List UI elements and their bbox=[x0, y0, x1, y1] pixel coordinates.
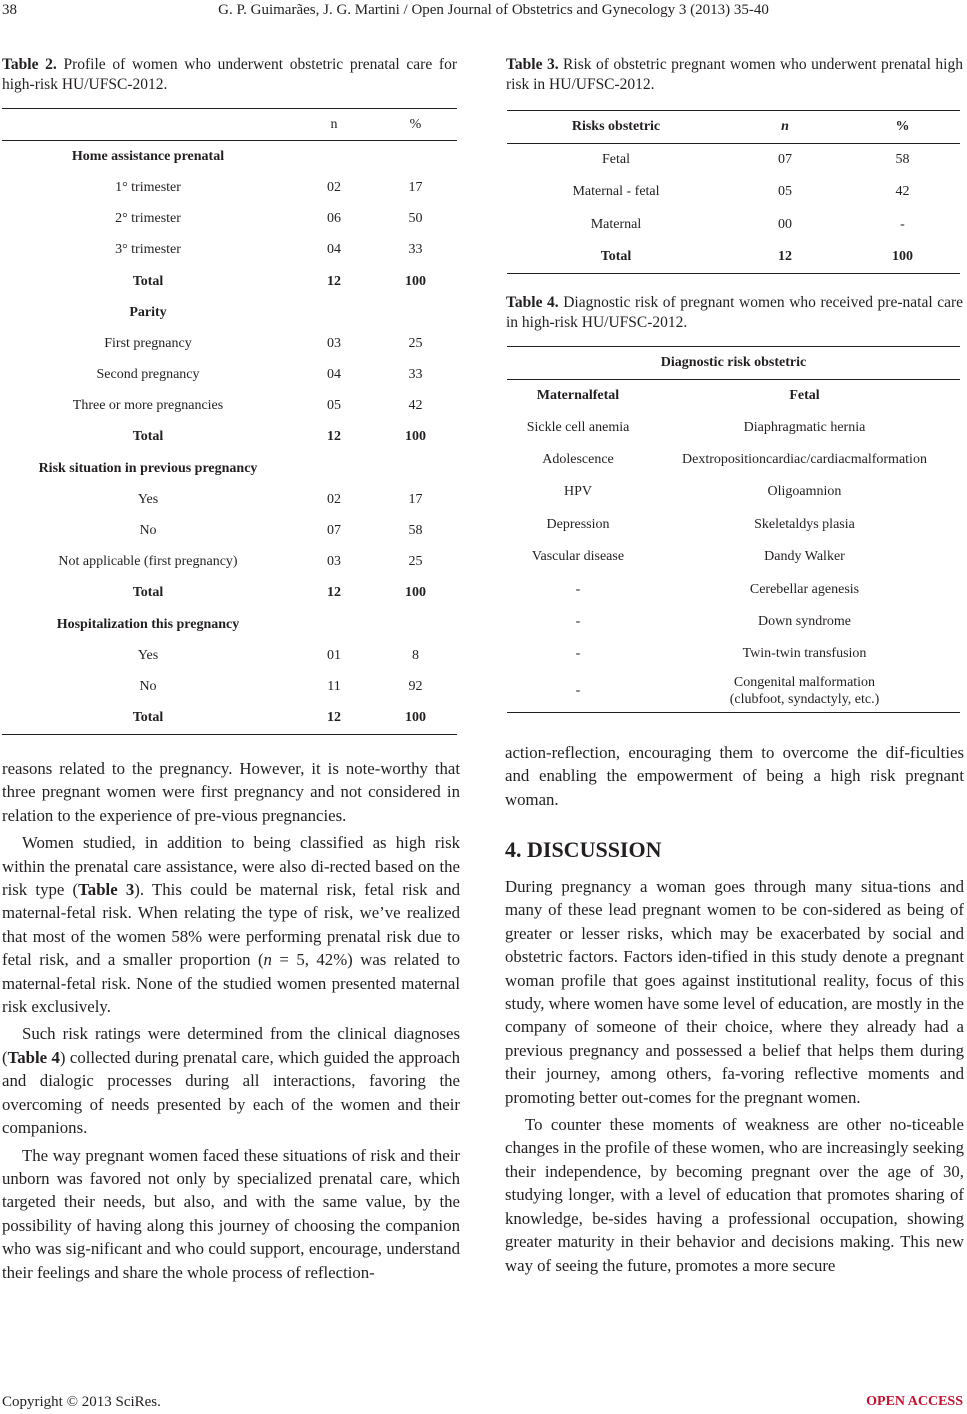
table-row bbox=[507, 176, 960, 209]
table3-header-pct: % bbox=[845, 111, 960, 144]
table3-header-risk: Risks obstetric bbox=[507, 111, 725, 144]
fetal-cell: Diaphragmatic hernia bbox=[743, 419, 866, 435]
row-label: Not applicable (first pregnancy) bbox=[58, 554, 238, 570]
table-row bbox=[507, 638, 960, 670]
row-n: 07 bbox=[778, 152, 792, 167]
fetal-cell: Cerebellar agenesis bbox=[749, 581, 860, 597]
table-row bbox=[507, 573, 960, 605]
table4-label: Table 4. bbox=[506, 294, 559, 311]
table3-caption-text: Risk of obstetric pregnant women who underwent prenatal high risk in HU/UFSC-2012. bbox=[506, 56, 963, 93]
table-row bbox=[507, 144, 960, 177]
fetal-cell: Oligoamnion bbox=[767, 484, 842, 500]
section-heading-discussion: 4. DISCUSSION bbox=[505, 837, 662, 862]
maternal-cell: - bbox=[575, 646, 581, 662]
table-row bbox=[2, 204, 457, 235]
table4-caption-text: Diagnostic risk of pregnant women who received pre-natal care in high-risk HU/UFSC-2012. bbox=[506, 294, 963, 331]
left-p2-n: n bbox=[263, 950, 272, 970]
row-label: 2° trimester bbox=[115, 211, 181, 227]
table-row bbox=[2, 515, 457, 546]
row-pct: 100 bbox=[845, 241, 960, 274]
left-p3-part-b: ) collected during prenatal care, which guided the approach and dialogic processes during all interactions, favoring the overcoming of needs presented by each of the women and their companions. bbox=[2, 1047, 461, 1138]
right-paragraph-2: During pregnancy a woman goes through many situa-tions and many of these lead pregnant women to be con-sidered as being of greater or lesser risks, which may be exacerbated by social and obstetric factors. Factors iden-tified in this study denote a pregnant woman profile that goes against institutional reality, focus of this study, where women have some level of education, are mostly in the company of someone of their choice, where they already had a previous pregnancy and possessed a belief that helps them during their journey, among others, fa-voring reflective moments and promoting better out-comes for the pregnant women. bbox=[505, 877, 964, 1107]
row-n: 05 bbox=[327, 398, 341, 414]
row-n: 01 bbox=[327, 647, 341, 663]
fetal-cell: Dandy Walker bbox=[764, 549, 845, 565]
row-label: Risk situation in previous pregnancy bbox=[38, 460, 258, 476]
page-header bbox=[0, 0, 967, 26]
maternal-cell: Vascular disease bbox=[531, 549, 625, 565]
row-n: 04 bbox=[327, 367, 341, 383]
table3-header-n bbox=[725, 111, 845, 144]
row-n: 03 bbox=[327, 554, 341, 570]
table4-header-maternal: Maternalfetal bbox=[536, 387, 620, 403]
row-pct bbox=[374, 609, 457, 640]
fetal-cell: Down syndrome bbox=[758, 614, 851, 630]
row-pct: 100 bbox=[405, 585, 426, 601]
table2-header-blank bbox=[2, 109, 294, 141]
right-paragraph-3: To counter these moments of weakness are other no-ticeable changes in the profile of these women, who are increasingly seeking their independence, by becoming pregnant over the age of 30, studying longer, with a level of education that promotes sharing of knowledge, be-sides having a professional occupation, showing greater maturity in their behavior and decisions making. This new way of seeing the future, promotes a more secure bbox=[505, 1115, 965, 1275]
table-row bbox=[507, 476, 960, 508]
table3-header-row bbox=[507, 111, 960, 144]
right-paragraph-1: action-reflection, encouraging them to overcome the dif-ficulties and enabling the empowerment of being a high risk pregnant woman. bbox=[505, 743, 964, 809]
fetal-line-2: (clubfoot, syndactyly, etc.) bbox=[729, 692, 880, 708]
row-pct: 25 bbox=[408, 554, 423, 570]
table-row bbox=[2, 484, 457, 515]
fetal-cell: Twin-twin transfusion bbox=[742, 646, 867, 662]
row-label: Maternal - fetal bbox=[572, 184, 660, 200]
running-title: G. P. Guimarães, J. G. Martini / Open Journal of Obstetrics and Gynecology 3 (2013) 35-40 bbox=[218, 2, 769, 18]
left-paragraph-3 bbox=[2, 1022, 460, 1139]
row-label: 1° trimester bbox=[115, 179, 181, 195]
row-label: Maternal bbox=[590, 216, 642, 232]
table-row bbox=[507, 209, 960, 242]
table-row bbox=[507, 671, 960, 713]
left-p2-part-c: = 5, 42%) was related to maternal-fetal risk. None of the studied women presented maternal risk exclusively. bbox=[2, 950, 460, 1017]
table2 bbox=[2, 108, 457, 735]
maternal-cell: - bbox=[575, 581, 581, 597]
table4-caption bbox=[506, 293, 963, 333]
row-pct: - bbox=[900, 216, 905, 232]
row-label: 3° trimester bbox=[115, 242, 181, 258]
table4-header-fetal: Fetal bbox=[789, 387, 820, 403]
row-n: 06 bbox=[327, 211, 341, 227]
row-n: 05 bbox=[778, 184, 792, 200]
row-label: Total bbox=[2, 703, 294, 735]
row-pct: 17 bbox=[408, 179, 423, 195]
row-pct: 92 bbox=[408, 678, 423, 694]
table-row bbox=[2, 297, 457, 328]
row-label: Total bbox=[132, 273, 164, 289]
table-row bbox=[2, 703, 457, 735]
table4 bbox=[507, 346, 960, 713]
table-row bbox=[2, 360, 457, 391]
left-p2-part-a: Women studied, in addition to being classified as high risk within the prenatal care assistance, were also di-rected based on the risk type ( bbox=[2, 833, 460, 900]
row-label: Second pregnancy bbox=[96, 367, 200, 383]
open-access-label: OPEN ACCESS bbox=[866, 1394, 963, 1409]
row-label: Home assistance prenatal bbox=[71, 148, 225, 164]
row-label: No bbox=[139, 678, 157, 694]
fetal-cell: Skeletaldys plasia bbox=[754, 516, 855, 532]
maternal-cell: Sickle cell anemia bbox=[526, 419, 630, 435]
table-row bbox=[507, 509, 960, 541]
table-row bbox=[507, 444, 960, 476]
table-row bbox=[2, 640, 457, 671]
table-row bbox=[2, 578, 457, 609]
row-label: Parity bbox=[129, 304, 167, 320]
row-pct bbox=[374, 297, 457, 328]
row-n bbox=[294, 453, 374, 484]
table3-reference-link[interactable]: Table 3 bbox=[78, 880, 135, 900]
fetal-line-1: Congenital malformation bbox=[733, 675, 876, 691]
table2-caption-text: Profile of women who underwent obstetric prenatal care for high-risk HU/UFSC-2012. bbox=[2, 56, 457, 93]
row-pct: 100 bbox=[405, 273, 426, 289]
maternal-cell: HPV bbox=[563, 484, 592, 500]
row-n: 02 bbox=[327, 491, 341, 507]
row-label: Hospitalization this pregnancy bbox=[56, 616, 240, 632]
table-row bbox=[507, 412, 960, 444]
left-p2-part-b: ). This could be maternal risk, fetal risk and maternal-fetal risk. When relating the type of risk, we’ve realized that most of the women 58% were performing prenatal risk due to fetal risk, and a smaller proportion ( bbox=[2, 880, 461, 970]
row-pct: 58 bbox=[895, 152, 910, 167]
row-pct: 25 bbox=[408, 335, 423, 351]
table-row bbox=[2, 235, 457, 266]
maternal-cell: Depression bbox=[546, 516, 610, 532]
table-row bbox=[507, 241, 960, 274]
table-row bbox=[2, 391, 457, 422]
table2-label: Table 2. bbox=[2, 56, 57, 73]
table-row bbox=[2, 609, 457, 640]
row-n: 07 bbox=[327, 523, 341, 539]
right-column-text bbox=[505, 875, 964, 1277]
fetal-cell: Dextropositioncardiac/cardiacmalformation bbox=[682, 452, 927, 468]
copyright-notice: Copyright © 2013 SciRes. bbox=[2, 1394, 161, 1410]
table3-header-n-text: n bbox=[781, 119, 789, 134]
table4-title: Diagnostic risk obstetric bbox=[507, 347, 960, 380]
row-n bbox=[294, 609, 374, 640]
row-label: No bbox=[139, 523, 157, 539]
row-pct: 33 bbox=[408, 367, 423, 383]
left-p3-part-a: Such risk ratings were determined from the clinical diagnoses ( bbox=[2, 1024, 460, 1067]
row-n: 03 bbox=[327, 335, 341, 351]
row-pct: 42 bbox=[895, 184, 910, 200]
table2-header-row bbox=[2, 109, 457, 141]
table4-header-row bbox=[507, 380, 960, 412]
row-label: First pregnancy bbox=[104, 335, 192, 351]
table2-header-n: n bbox=[294, 109, 374, 141]
table-row bbox=[2, 266, 457, 297]
row-pct: 8 bbox=[412, 647, 419, 663]
table4-reference-link[interactable]: Table 4 bbox=[7, 1047, 60, 1067]
table-row bbox=[2, 671, 457, 702]
table-row bbox=[2, 547, 457, 578]
table-row bbox=[2, 172, 457, 203]
row-label: Three or more pregnancies bbox=[72, 398, 224, 414]
row-n: 12 bbox=[327, 273, 341, 289]
table3 bbox=[507, 110, 960, 274]
left-paragraph-2 bbox=[2, 831, 460, 1018]
row-n: 12 bbox=[725, 241, 845, 274]
table-row bbox=[2, 422, 457, 453]
left-paragraph-1: reasons related to the pregnancy. However, it is note-worthy that three pregnant women were first pregnancy and not considered in relation to the experience of pre-vious pregnancies. bbox=[2, 759, 460, 825]
table-row bbox=[507, 541, 960, 573]
row-n: 12 bbox=[327, 585, 341, 601]
left-paragraph-4: The way pregnant women faced these situations of risk and their unborn was favored not only by specialized prenatal care, which targeted their needs, but also, and with the same value, by the possibility of having along this journey of choosing the companion who was sig-nificant and who could support, encourage, understand their feelings and share the whole process of reflection- bbox=[2, 1145, 460, 1282]
row-label: Yes bbox=[137, 491, 159, 507]
maternal-cell: - bbox=[507, 671, 649, 713]
maternal-cell: - bbox=[575, 614, 581, 630]
row-pct: 50 bbox=[408, 211, 423, 227]
row-n: 12 bbox=[327, 429, 341, 445]
table2-caption bbox=[2, 55, 457, 95]
table-row bbox=[507, 606, 960, 638]
row-n: 11 bbox=[327, 678, 341, 694]
table3-label: Table 3. bbox=[506, 56, 559, 73]
left-column-text bbox=[2, 757, 460, 1284]
table4-title-row bbox=[507, 347, 960, 380]
row-label: Total bbox=[132, 585, 164, 601]
row-label: Fetal bbox=[602, 152, 630, 167]
table2-header-pct: % bbox=[374, 109, 457, 141]
right-column-text-top bbox=[505, 741, 964, 811]
row-pct bbox=[374, 141, 457, 173]
fetal-cell bbox=[649, 671, 960, 713]
row-n: 02 bbox=[327, 179, 341, 195]
page-number: 38 bbox=[2, 2, 17, 18]
row-pct: 100 bbox=[374, 703, 457, 735]
row-pct bbox=[374, 453, 457, 484]
row-n: 04 bbox=[327, 242, 341, 258]
row-n: 00 bbox=[778, 216, 792, 232]
row-n: 12 bbox=[294, 703, 374, 735]
row-pct: 17 bbox=[408, 491, 423, 507]
row-n bbox=[294, 141, 374, 173]
row-n bbox=[294, 297, 374, 328]
row-pct: 100 bbox=[405, 429, 426, 445]
table-row bbox=[2, 453, 457, 484]
row-label: Total bbox=[132, 429, 164, 445]
row-pct: 33 bbox=[408, 242, 423, 258]
row-label: Total bbox=[507, 241, 725, 274]
maternal-cell: Adolescence bbox=[542, 452, 614, 468]
table-row bbox=[2, 328, 457, 359]
table-row bbox=[2, 141, 457, 173]
row-pct: 58 bbox=[408, 523, 423, 539]
table3-caption bbox=[506, 55, 963, 95]
row-pct: 42 bbox=[408, 398, 423, 414]
row-label: Yes bbox=[137, 647, 159, 663]
